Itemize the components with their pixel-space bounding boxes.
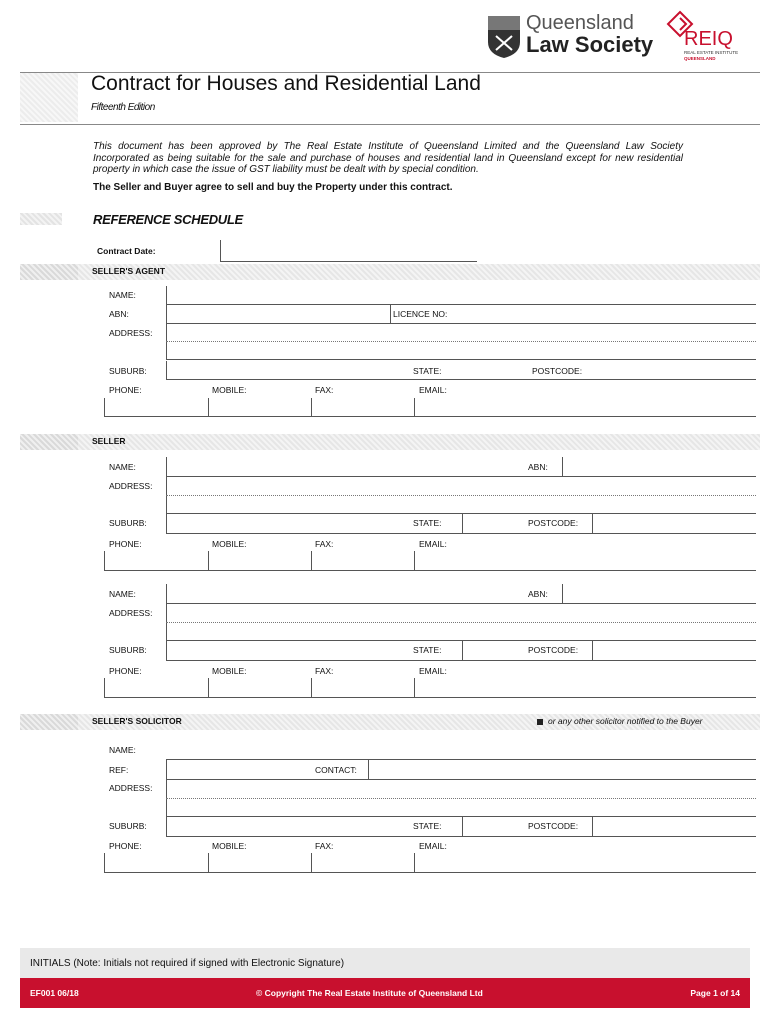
qls-logo [486, 14, 656, 60]
agent-email-field[interactable] [416, 399, 756, 415]
seller1-postcode-label: POSTCODE: [528, 518, 579, 528]
solicitor-ref-line [166, 779, 756, 780]
agent-phone-field[interactable] [106, 399, 206, 415]
solicitor-mobile-field[interactable] [210, 854, 309, 871]
solicitor-mobile-divider [208, 853, 209, 872]
seller-heading: SELLER [92, 436, 126, 446]
seller2-email-label: EMAIL: [419, 666, 447, 676]
agent-fax-label: FAX: [315, 385, 334, 395]
seller2-suburb-field[interactable] [168, 642, 406, 659]
solicitor-email-divider [414, 853, 415, 872]
seller2-address-label: ADDRESS: [109, 608, 153, 618]
seller2-postcode-divider [592, 641, 593, 660]
seller1-email-field[interactable] [416, 552, 756, 569]
solicitor-postcode-divider [592, 817, 593, 836]
solicitor-email-label: EMAIL: [419, 841, 447, 851]
seller1-phone-label: PHONE: [109, 539, 142, 549]
contract-date-divider [220, 240, 221, 262]
agent-mobile-divider [208, 398, 209, 416]
agent-licence-field[interactable] [460, 306, 756, 322]
copyright: © Copyright The Real Estate Institute of Queensland Ltd [256, 988, 483, 998]
agent-mobile-label: MOBILE: [212, 385, 247, 395]
seller1-postcode-field[interactable] [594, 515, 756, 532]
solicitor-state-field[interactable] [464, 818, 524, 835]
seller2-phone-label: PHONE: [109, 666, 142, 676]
solicitor-note: or any other solicitor notified to the Buyer [548, 716, 703, 726]
seller1-email-divider [414, 551, 415, 570]
seller2-abn-divider [562, 584, 563, 603]
seller1-address-field[interactable] [168, 478, 756, 512]
solicitor-name-line [166, 759, 756, 760]
qls-crest-icon [486, 14, 522, 58]
seller2-phone-divider [104, 678, 105, 697]
agent-address-field[interactable] [168, 325, 756, 358]
seller1-mobile-divider [208, 551, 209, 570]
seller1-postcode-divider [592, 514, 593, 533]
agent-suburb-divider [166, 361, 167, 379]
seller1-suburb-label: SUBURB: [109, 518, 147, 528]
agent-abn-line [166, 323, 756, 324]
seller1-abn-divider [562, 457, 563, 476]
seller2-name-divider [166, 584, 167, 603]
solicitor-note-checkbox[interactable] [537, 719, 543, 725]
qls-logo-line1: Queensland [526, 12, 634, 34]
title-bottom-rule [20, 124, 760, 125]
solicitor-fax-label: FAX: [315, 841, 334, 851]
seller2-postcode-field[interactable] [594, 642, 756, 659]
seller1-suburb-field[interactable] [168, 515, 406, 532]
solicitor-mobile-label: MOBILE: [212, 841, 247, 851]
seller2-fax-field[interactable] [313, 679, 412, 696]
solicitor-contact-label: CONTACT: [315, 765, 357, 775]
edition: Fifteenth Edition [91, 102, 155, 113]
initials-bar[interactable] [20, 948, 750, 978]
qls-logo-line2: Law Society [526, 32, 654, 57]
agent-address-line [166, 359, 756, 360]
seller1-state-field[interactable] [464, 515, 524, 532]
page-title: Contract for Houses and Residential Land [91, 72, 481, 95]
agent-postcode-field[interactable] [590, 362, 756, 378]
solicitor-suburb-divider [166, 817, 167, 836]
intro-text: This document has been approved by The Real Estate Institute of Queensland Limited and the Queensland Law Society Incorporated as being suitable for the sale and purchase of houses and residential land in Queensland except for new residential property in which case the issue of GST liability must be dealt with by special condition. [93, 141, 683, 175]
seller1-abn-label: ABN: [528, 462, 548, 472]
reiq-wordmark: REIQ [684, 28, 733, 50]
seller2-state-divider [462, 641, 463, 660]
agent-contact-line [104, 416, 756, 417]
sellers-agent-section-bar [20, 264, 760, 280]
agent-address-label: ADDRESS: [109, 328, 153, 338]
seller2-abn-field[interactable] [564, 585, 756, 602]
solicitor-fax-field[interactable] [313, 854, 412, 871]
agent-postcode-label: POSTCODE: [532, 366, 583, 376]
seller2-mobile-field[interactable] [210, 679, 309, 696]
agent-state-label: STATE: [413, 366, 442, 376]
agent-name-line [166, 304, 756, 305]
title-marker [20, 72, 78, 122]
seller2-suburb-label: SUBURB: [109, 645, 147, 655]
agent-licence-divider [390, 305, 391, 323]
contract-date-field[interactable] [222, 241, 476, 260]
solicitor-ref-divider [166, 760, 167, 779]
agent-name-field[interactable] [168, 287, 756, 303]
solicitor-suburb-line [166, 836, 756, 837]
footer [20, 978, 750, 1008]
solicitor-postcode-field[interactable] [594, 818, 756, 835]
agent-address-divider [166, 324, 167, 360]
seller2-fax-divider [311, 678, 312, 697]
agent-fax-divider [311, 398, 312, 416]
seller1-name-field[interactable] [168, 458, 523, 475]
sellers-agent-heading: SELLER'S AGENT [92, 266, 166, 276]
agreement-text: The Seller and Buyer agree to sell and buy the Property under this contract. [93, 182, 453, 193]
seller2-name-field[interactable] [168, 585, 523, 602]
agent-abn-field[interactable] [168, 306, 388, 322]
seller1-state-divider [462, 514, 463, 533]
agent-name-divider [166, 286, 167, 304]
solicitor-address-label: ADDRESS: [109, 783, 153, 793]
reference-schedule-heading: REFERENCE SCHEDULE [93, 212, 243, 227]
solicitor-contact-line [104, 872, 756, 873]
agent-name-label: NAME: [109, 290, 136, 300]
seller1-suburb-divider [166, 514, 167, 533]
solicitor-contact-field[interactable] [370, 761, 756, 778]
seller2-name-line [166, 603, 756, 604]
solicitor-state-label: STATE: [413, 821, 442, 831]
agent-suburb-line [166, 379, 756, 380]
agent-abn-label: ABN: [109, 309, 129, 319]
solicitor-state-divider [462, 817, 463, 836]
seller-section-bar [20, 434, 760, 450]
solicitor-suburb-label: SUBURB: [109, 821, 147, 831]
seller1-address-line [166, 513, 756, 514]
agent-licence-label: LICENCE NO: [393, 309, 448, 319]
seller2-email-field[interactable] [416, 679, 756, 696]
solicitor-name-label: NAME: [109, 745, 136, 755]
solicitor-suburb-field[interactable] [168, 818, 406, 835]
seller1-contact-line [104, 570, 756, 571]
seller2-postcode-label: POSTCODE: [528, 645, 579, 655]
seller1-address-label: ADDRESS: [109, 481, 153, 491]
seller1-mobile-field[interactable] [210, 552, 309, 569]
page-number: Page 1 of 14 [690, 988, 740, 998]
seller2-contact-line [104, 697, 756, 698]
solicitor-ref-label: REF: [109, 765, 129, 775]
reiq-sub2: QUEENSLAND [684, 56, 716, 61]
solicitor-name-field[interactable] [168, 741, 756, 758]
solicitor-phone-label: PHONE: [109, 841, 142, 851]
initials-note: INITIALS (Note: Initials not required if signed with Electronic Signature) [30, 958, 345, 969]
seller2-mobile-divider [208, 678, 209, 697]
solicitor-address-field[interactable] [168, 781, 756, 815]
seller1-suburb-line [166, 533, 756, 534]
seller2-state-field[interactable] [464, 642, 524, 659]
agent-email-label: EMAIL: [419, 385, 447, 395]
seller2-email-divider [414, 678, 415, 697]
seller2-mobile-label: MOBILE: [212, 666, 247, 676]
solicitor-ref-field[interactable] [168, 761, 308, 778]
reference-marker [20, 213, 62, 225]
seller1-name-divider [166, 457, 167, 476]
seller1-name-label: NAME: [109, 462, 136, 472]
agent-fax-field[interactable] [313, 399, 412, 415]
seller1-name-line [166, 476, 756, 477]
seller2-suburb-line [166, 660, 756, 661]
contract-date-line [220, 261, 477, 262]
seller1-phone-divider [104, 551, 105, 570]
seller1-phone-field[interactable] [106, 552, 206, 569]
solicitor-phone-field[interactable] [106, 854, 206, 871]
seller1-mobile-label: MOBILE: [212, 539, 247, 549]
seller2-state-label: STATE: [413, 645, 442, 655]
seller2-abn-label: ABN: [528, 589, 548, 599]
reiq-logo [664, 10, 744, 62]
seller1-fax-divider [311, 551, 312, 570]
seller1-email-label: EMAIL: [419, 539, 447, 549]
agent-state-field[interactable] [445, 362, 525, 378]
seller2-phone-field[interactable] [106, 679, 206, 696]
seller2-name-label: NAME: [109, 589, 136, 599]
reiq-sub1: REAL ESTATE INSTITUTE [684, 50, 739, 55]
solicitor-phone-divider [104, 853, 105, 872]
solicitor-address-line [166, 816, 756, 817]
seller1-abn-field[interactable] [564, 458, 756, 475]
seller2-suburb-divider [166, 641, 167, 660]
agent-phone-label: PHONE: [109, 385, 142, 395]
contract-date-label: Contract Date: [97, 246, 156, 256]
seller2-address-field[interactable] [168, 605, 756, 639]
agent-phone-divider [104, 398, 105, 416]
solicitor-contact-divider [368, 760, 369, 779]
seller2-fax-label: FAX: [315, 666, 334, 676]
form-code: EF001 06/18 [30, 988, 79, 998]
sellers-solicitor-heading: SELLER'S SOLICITOR [92, 716, 182, 726]
seller1-fax-field[interactable] [313, 552, 412, 569]
agent-mobile-field[interactable] [210, 399, 309, 415]
agent-suburb-field[interactable] [168, 362, 406, 378]
agent-abn-divider [166, 305, 167, 323]
solicitor-email-field[interactable] [416, 854, 756, 871]
seller1-fax-label: FAX: [315, 539, 334, 549]
solicitor-postcode-label: POSTCODE: [528, 821, 579, 831]
solicitor-fax-divider [311, 853, 312, 872]
agent-suburb-label: SUBURB: [109, 366, 147, 376]
sellers-solicitor-section-bar [20, 714, 760, 730]
seller1-state-label: STATE: [413, 518, 442, 528]
agent-email-divider [414, 398, 415, 416]
seller2-address-line [166, 640, 756, 641]
